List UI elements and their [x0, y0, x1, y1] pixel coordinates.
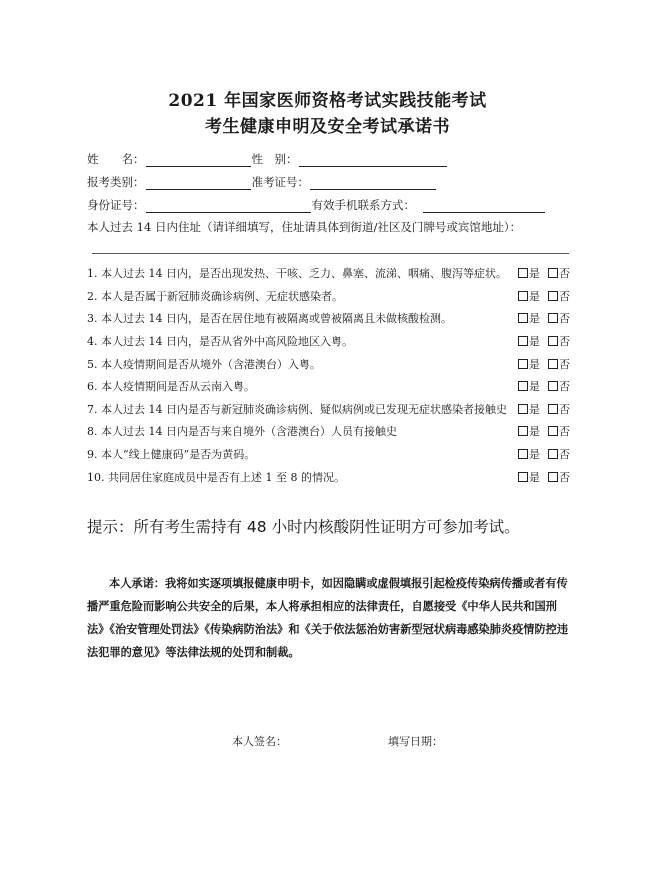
checkbox-icon[interactable]	[518, 336, 528, 346]
yes-option[interactable]: 是	[518, 423, 540, 439]
yes-option[interactable]: 是	[518, 333, 540, 349]
yes-option[interactable]: 是	[518, 469, 540, 485]
checkbox-icon[interactable]	[518, 472, 528, 482]
checkbox-icon[interactable]	[548, 291, 558, 301]
question-text: 4. 本人过去 14 日内，是否从省外中高风险地区入粤。	[87, 335, 353, 348]
yes-option[interactable]: 是	[518, 265, 540, 281]
no-option[interactable]: 否	[548, 288, 570, 304]
question-text: 3. 本人过去 14 日内，是否在居住地有被隔离或曾被隔离且未做核酸检测。	[87, 312, 452, 325]
answer-options	[518, 265, 570, 281]
question-item	[87, 423, 570, 439]
checkbox-icon[interactable]	[518, 291, 528, 301]
answer-options	[518, 469, 570, 485]
checkbox-icon[interactable]	[518, 404, 528, 414]
checkbox-icon[interactable]	[548, 381, 558, 391]
answer-options	[518, 333, 570, 349]
phone-field[interactable]	[423, 200, 545, 213]
name-label: 姓 名：	[87, 152, 145, 166]
no-option[interactable]: 否	[548, 423, 570, 439]
no-option[interactable]: 否	[548, 333, 570, 349]
gender-label: 性 别：	[251, 152, 298, 166]
phone-label: 有效手机联系方式：	[311, 198, 415, 212]
yes-option[interactable]: 是	[518, 378, 540, 394]
ticket-field[interactable]	[310, 177, 436, 190]
id-phone-row	[87, 197, 546, 213]
checkbox-icon[interactable]	[548, 404, 558, 414]
question-text: 1. 本人过去 14 日内，是否出现发热、干咳、乏力、鼻塞、流涕、咽痛、腹泻等症状。	[87, 267, 507, 280]
yes-option[interactable]: 是	[518, 288, 540, 304]
question-text: 10. 共同居住家庭成员中是否有上述 1 至 8 的情况。	[87, 471, 345, 484]
answer-options	[518, 378, 570, 394]
question-text: 6. 本人疫情期间是否从云南入粤。	[87, 380, 255, 393]
checkbox-icon[interactable]	[548, 268, 558, 278]
question-item	[87, 356, 570, 372]
date-label: 填写日期：	[388, 735, 443, 748]
answer-options	[518, 423, 570, 439]
no-option[interactable]: 否	[548, 401, 570, 417]
question-text: 2. 本人是否属于新冠肺炎确诊病例、无症状感染者。	[87, 290, 343, 303]
id-field[interactable]	[146, 200, 311, 213]
checkbox-icon[interactable]	[548, 313, 558, 323]
yes-option[interactable]: 是	[518, 401, 540, 417]
id-label: 身份证号：	[87, 198, 145, 212]
question-item	[87, 378, 570, 394]
document-subtitle: 考生健康申明及安全考试承诺书	[205, 117, 450, 137]
question-item	[87, 446, 570, 462]
question-item	[87, 288, 570, 304]
name-gender-row	[87, 151, 448, 167]
question-item	[87, 265, 570, 281]
yes-option[interactable]: 是	[518, 310, 540, 326]
checkbox-icon[interactable]	[518, 449, 528, 459]
checkbox-icon[interactable]	[518, 359, 528, 369]
yes-option[interactable]: 是	[518, 446, 540, 462]
answer-options	[518, 310, 570, 326]
answer-options	[518, 356, 570, 372]
question-item	[87, 401, 570, 417]
category-field[interactable]	[146, 177, 251, 190]
category-label: 报考类别：	[87, 175, 145, 189]
no-option[interactable]: 否	[548, 446, 570, 462]
notice-text: 提示：所有考生需持有 48 小时内核酸阴性证明方可参加考试。	[87, 518, 520, 536]
no-option[interactable]: 否	[548, 310, 570, 326]
pledge-text: 本人承诺：我将如实逐项填报健康申明卡，如因隐瞒或虚假填报引起检疫传染病传播或者有传播严重危险而影响公共安全的后果，本人将承担相应的法律责任，自愿接受《中华人民共和国刑法》《治安管理处罚法》《传染病防治法》和《关于依法惩治妨害新型冠状病毒感染肺炎疫情防控违法犯罪的意见》等法律法规的处罚和制裁。	[87, 577, 569, 659]
no-option[interactable]: 否	[548, 378, 570, 394]
question-text: 8. 本人过去 14 日内是否与来自境外（含港澳台）人员有接触史	[87, 425, 397, 438]
question-item	[87, 333, 570, 349]
no-option[interactable]: 否	[548, 469, 570, 485]
signature-label: 本人签名：	[232, 735, 287, 748]
no-option[interactable]: 否	[548, 356, 570, 372]
checkbox-icon[interactable]	[548, 359, 558, 369]
checkbox-icon[interactable]	[548, 336, 558, 346]
answer-options	[518, 401, 570, 417]
document-title: 2021 年国家医师资格考试实践技能考试	[168, 91, 487, 111]
yes-option[interactable]: 是	[518, 356, 540, 372]
question-item	[87, 310, 570, 326]
gender-field[interactable]	[299, 154, 447, 167]
address-label: 本人过去 14 日内住址（请详细填写，住址请具体到街道/社区及门牌号或宾馆地址）：	[87, 220, 522, 234]
no-option[interactable]: 否	[548, 265, 570, 281]
answer-options	[518, 446, 570, 462]
checkbox-icon[interactable]	[548, 426, 558, 436]
checkbox-icon[interactable]	[518, 426, 528, 436]
question-item	[87, 469, 570, 485]
address-field[interactable]	[92, 253, 569, 254]
question-text: 7. 本人过去 14 日内是否与新冠肺炎确诊病例、疑似病例或已发现无症状感染者接触史	[87, 403, 507, 416]
answer-options	[518, 288, 570, 304]
checkbox-icon[interactable]	[518, 268, 528, 278]
checkbox-icon[interactable]	[548, 472, 558, 482]
checkbox-icon[interactable]	[518, 313, 528, 323]
category-ticket-row	[87, 174, 437, 190]
name-field[interactable]	[146, 154, 251, 167]
checkbox-icon[interactable]	[518, 381, 528, 391]
checkbox-icon[interactable]	[548, 449, 558, 459]
question-text: 5. 本人疫情期间是否从境外（含港澳台）入粤。	[87, 358, 321, 371]
question-text: 9. 本人“线上健康码”是否为黄码。	[87, 448, 256, 461]
ticket-label: 准考证号：	[251, 175, 309, 189]
